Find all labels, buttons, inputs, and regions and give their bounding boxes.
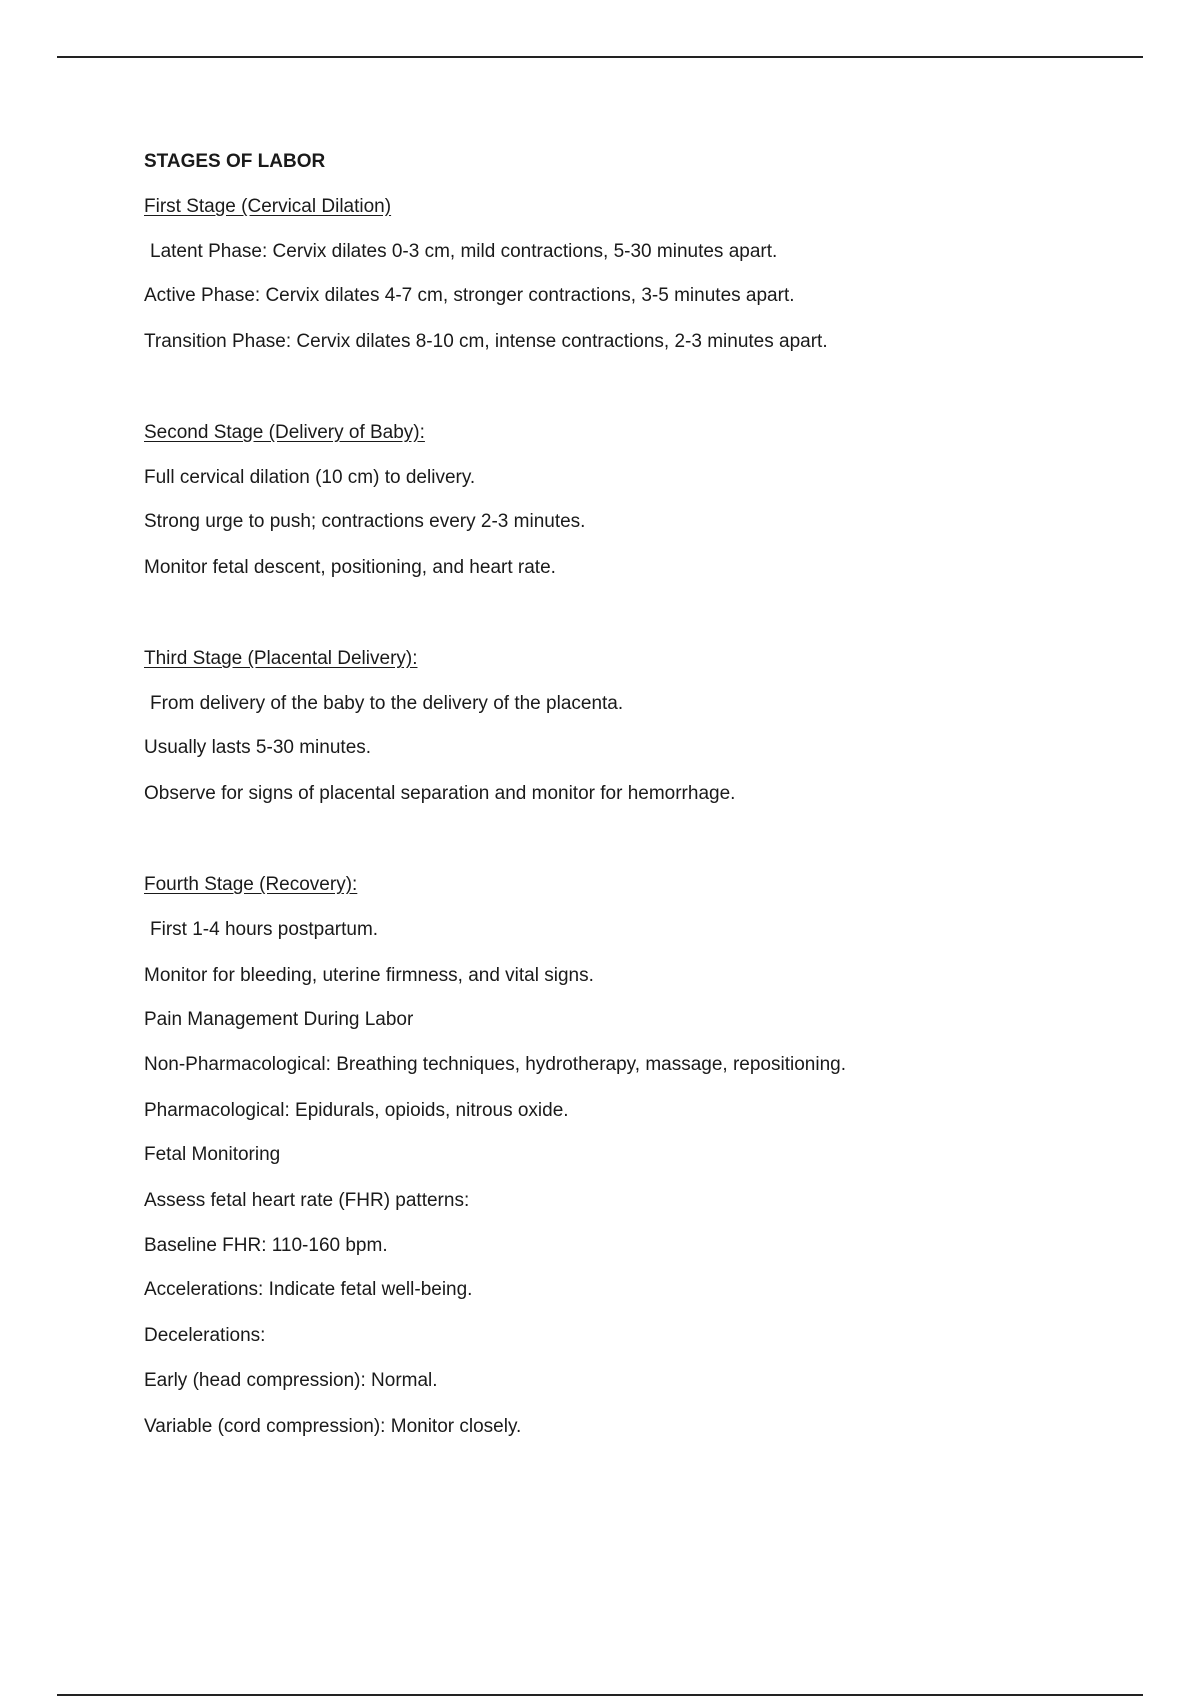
paragraph-observe-separation: Observe for signs of placental separation and monitor for hemorrhage. [144,783,736,804]
paragraph-monitor-bleeding: Monitor for bleeding, uterine firmness, and vital signs. [144,965,594,986]
paragraph-active-phase: Active Phase: Cervix dilates 4-7 cm, stronger contractions, 3-5 minutes apart. [144,285,795,306]
paragraph-monitor-descent: Monitor fetal descent, positioning, and heart rate. [144,557,556,578]
paragraph-early-deceleration: Early (head compression): Normal. [144,1370,438,1391]
paragraph-placenta-delivery: From delivery of the baby to the delivery of the placenta. [150,693,624,714]
paragraph-postpartum-hours: First 1-4 hours postpartum. [150,919,379,940]
paragraph-baseline-fhr: Baseline FHR: 110-160 bpm. [144,1235,388,1256]
footer-rule [57,1694,1143,1696]
paragraph-assess-fhr: Assess fetal heart rate (FHR) patterns: [144,1190,470,1211]
heading-fetal-monitoring: Fetal Monitoring [144,1144,281,1165]
paragraph-transition-phase: Transition Phase: Cervix dilates 8-10 cm, intense contractions, 2-3 minutes apart. [144,331,828,352]
section-heading-first-stage: First Stage (Cervical Dilation) [144,196,392,217]
paragraph-latent-phase: Latent Phase: Cervix dilates 0-3 cm, mild contractions, 5-30 minutes apart. [150,241,778,262]
header-rule [57,56,1143,58]
paragraph-decelerations: Decelerations: [144,1325,266,1346]
paragraph-pharmacological: Pharmacological: Epidurals, opioids, nitrous oxide. [144,1100,569,1121]
section-heading-second-stage: Second Stage (Delivery of Baby): [144,422,425,443]
heading-pain-management: Pain Management During Labor [144,1009,414,1030]
document-title: STAGES OF LABOR [144,151,326,172]
paragraph-usual-duration: Usually lasts 5-30 minutes. [144,737,372,758]
paragraph-variable-deceleration: Variable (cord compression): Monitor closely. [144,1416,522,1437]
section-heading-third-stage: Third Stage (Placental Delivery): [144,648,418,669]
paragraph-accelerations: Accelerations: Indicate fetal well-being. [144,1279,473,1300]
section-heading-fourth-stage: Fourth Stage (Recovery): [144,874,358,895]
paragraph-full-dilation: Full cervical dilation (10 cm) to delivery. [144,467,476,488]
paragraph-non-pharmacological: Non-Pharmacological: Breathing techniques, hydrotherapy, massage, repositioning. [144,1054,846,1075]
paragraph-urge-to-push: Strong urge to push; contractions every 2-3 minutes. [144,511,586,532]
